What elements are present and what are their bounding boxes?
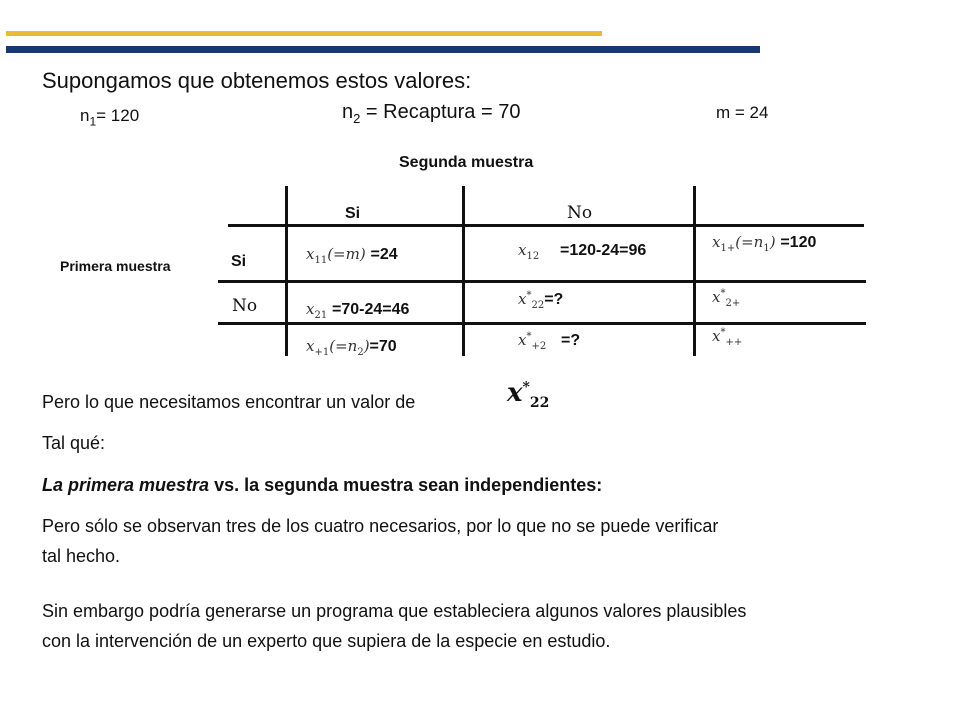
cell-x1-plus: $x_{1+}(=n_1) =120$	[712, 233, 817, 254]
cell-x2-plus: $x^*_{2+}$	[712, 288, 741, 309]
cell-x11: $x_{11}(=m) =24$	[306, 245, 398, 266]
text-line-4a: Pero sólo se observan tres de los cuatro necesarios, por lo que no se puede verificar	[42, 516, 719, 536]
cell-x-plus1: $x_{+1}(=n_2)=70$	[306, 337, 397, 358]
table-line-v2	[462, 186, 465, 356]
table-line-v3	[693, 186, 696, 356]
top-accent-bar-navy	[6, 46, 760, 53]
cell-x22: $x^*_{22}=$?	[518, 290, 564, 311]
text-line-5a: Sin embargo podría generarse un programa que estableciera algunos valores plausibles	[42, 601, 747, 621]
m-value: m = 24	[716, 103, 769, 122]
row-header-no: No	[232, 296, 258, 316]
text-line-4b: tal hecho.	[42, 546, 121, 566]
cell-x21: $x_{21} =70-24=46$	[306, 300, 410, 321]
text-line-2: Tal qué:	[42, 433, 106, 453]
text-line-1: Pero lo que necesitamos encontrar un valor de	[42, 392, 416, 412]
text-line-3: La primera muestra vs. la segunda muestra sean independientes:	[42, 475, 603, 495]
second-sample-label: Segunda muestra	[399, 154, 534, 171]
table-line-h1	[228, 224, 864, 227]
col-header-no: No	[567, 203, 593, 223]
col-header-si: Si	[345, 205, 361, 222]
n2-value: $n_2$ = Recaptura = 70	[342, 101, 521, 126]
x22-star-symbol: $x^*_{22}$	[507, 378, 550, 412]
cell-x-plus2: $x^*_{+2}$ =?	[518, 331, 581, 352]
row-header-si: Si	[231, 253, 247, 270]
top-accent-bar-gold	[6, 31, 602, 36]
table-line-h3	[218, 322, 866, 325]
first-sample-label: Primera muestra	[60, 258, 171, 274]
cell-x12: $x_{12} =120-24=96$	[518, 241, 647, 262]
text-line-5b: con la intervención de un experto que supiera de la especie en estudio.	[42, 631, 611, 651]
n1-value: $n_1= 120$	[80, 106, 140, 129]
slide-heading: Supongamos que obtenemos estos valores:	[42, 68, 472, 93]
table-line-h2	[218, 280, 866, 283]
cell-x-plusplus: $x^*_{++}$	[712, 327, 743, 348]
table-line-v1	[285, 186, 288, 356]
